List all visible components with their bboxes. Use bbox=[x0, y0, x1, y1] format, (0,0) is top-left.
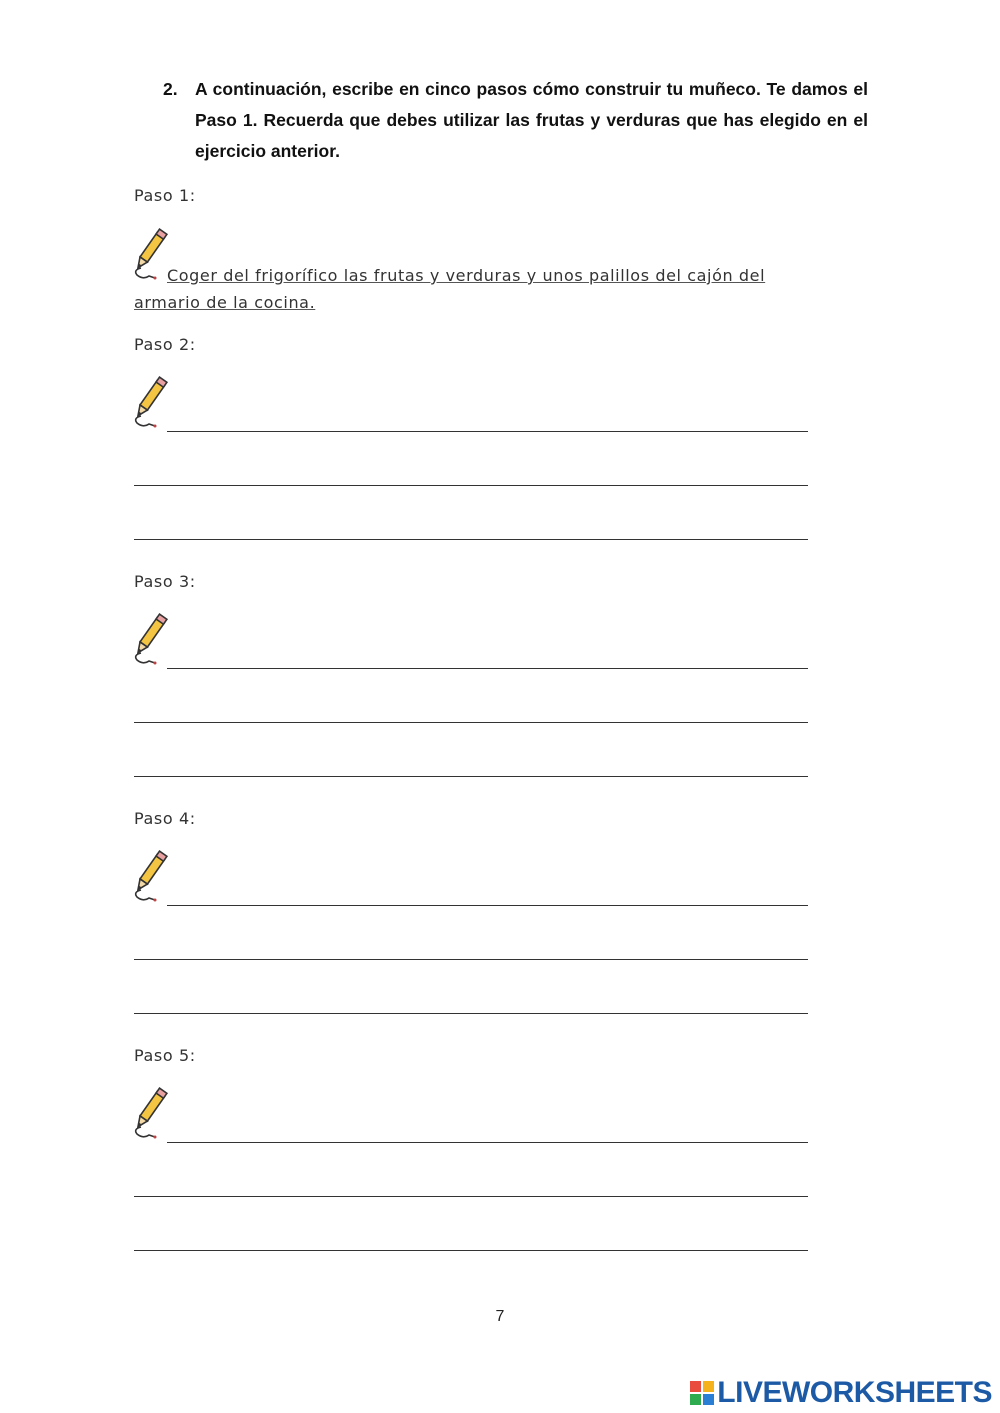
exercise-number: 2. bbox=[163, 79, 178, 99]
step-5-answer-line-2[interactable] bbox=[134, 1196, 808, 1197]
step-2-answer-line-3[interactable] bbox=[134, 539, 808, 540]
step-1-example-line-1: Coger del frigorífico las frutas y verduras y unos palillos del cajón del bbox=[167, 266, 766, 285]
step-2-answer-line-1[interactable] bbox=[167, 431, 808, 432]
pencil-icon bbox=[131, 374, 171, 434]
step-4-answer-line-1[interactable] bbox=[167, 905, 808, 906]
step-5-answer-line-1[interactable] bbox=[167, 1142, 808, 1143]
liveworksheets-logo-icon bbox=[689, 1380, 715, 1406]
pencil-icon bbox=[131, 848, 171, 908]
step-4-label: Paso 4: bbox=[134, 809, 196, 828]
step-5-label: Paso 5: bbox=[134, 1046, 196, 1065]
page-number: 7 bbox=[495, 1308, 505, 1325]
step-3-answer-line-3[interactable] bbox=[134, 776, 808, 777]
step-2-label: Paso 2: bbox=[134, 335, 196, 354]
exercise-instruction-text: A continuación, escribe en cinco pasos cómo construir tu muñeco. Te damos el Paso 1. Recuerda que debes utilizar las frutas y verduras que has elegido en el ejercicio anterior. bbox=[195, 79, 868, 161]
step-3-answer-line-1[interactable] bbox=[167, 668, 808, 669]
step-1-label: Paso 1: bbox=[134, 186, 196, 205]
step-3-answer-line-2[interactable] bbox=[134, 722, 808, 723]
step-1-example bbox=[134, 262, 824, 316]
pencil-icon bbox=[131, 611, 171, 671]
exercise-instruction bbox=[163, 74, 868, 167]
pencil-icon bbox=[131, 1085, 171, 1145]
liveworksheets-brand bbox=[689, 1376, 992, 1410]
brand-name: LIVEWORKSHEETS bbox=[717, 1376, 992, 1409]
step-4-answer-line-2[interactable] bbox=[134, 959, 808, 960]
step-2-answer-line-2[interactable] bbox=[134, 485, 808, 486]
step-1-example-line-2: armario de la cocina. bbox=[134, 293, 316, 312]
step-3-label: Paso 3: bbox=[134, 572, 196, 591]
step-4-answer-line-3[interactable] bbox=[134, 1013, 808, 1014]
step-5-answer-line-3[interactable] bbox=[134, 1250, 808, 1251]
